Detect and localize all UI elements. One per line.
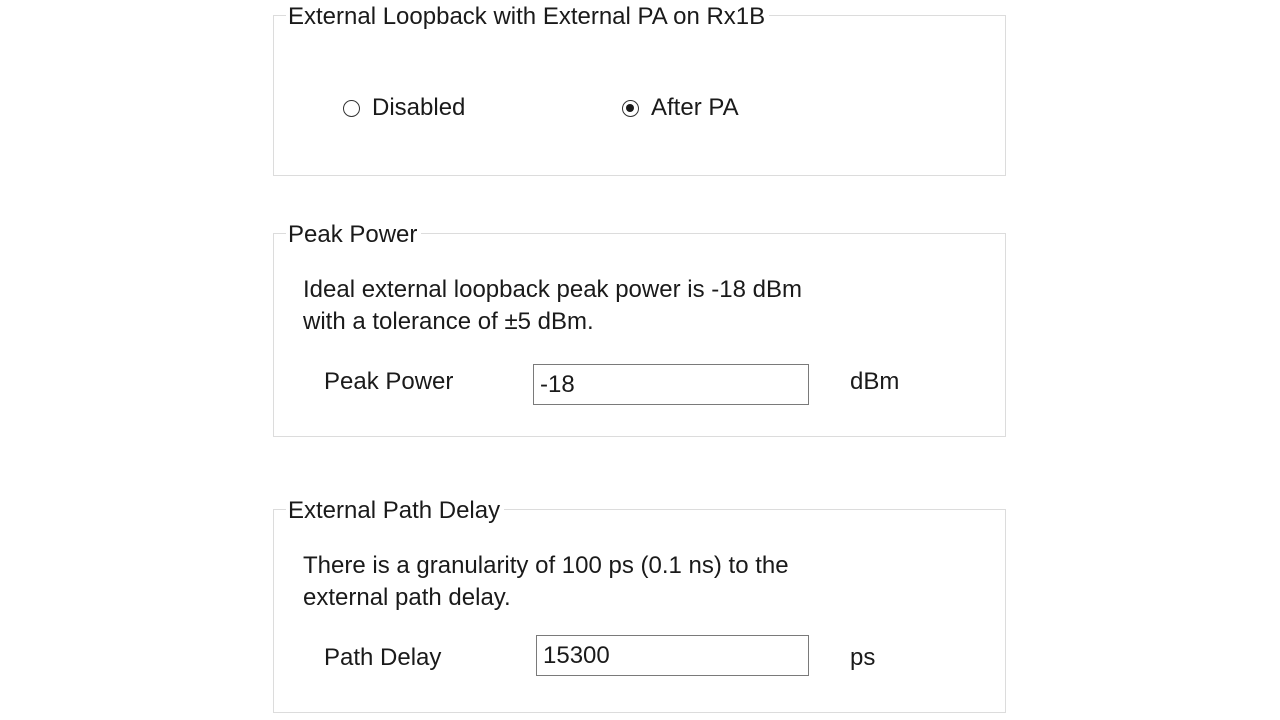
- peak-power-group-title: Peak Power: [286, 222, 421, 248]
- path-delay-unit: ps: [850, 644, 876, 671]
- peak-power-desc-line2: with a tolerance of ±5 dBm.: [303, 308, 594, 335]
- path-delay-input[interactable]: [536, 635, 809, 676]
- path-delay-desc-line1: There is a granularity of 100 ps (0.1 ns) to the: [303, 552, 789, 579]
- path-delay-description: [303, 550, 789, 614]
- peak-power-desc-line1: Ideal external loopback peak power is -18 dBm: [303, 276, 802, 303]
- peak-power-unit: dBm: [850, 368, 900, 395]
- radio-after-pa-circle[interactable]: [622, 100, 639, 117]
- path-delay-groupbox: [273, 497, 1006, 713]
- loopback-group-title: External Loopback with External PA on Rx1B: [286, 4, 769, 30]
- peak-power-groupbox: [273, 221, 1006, 437]
- peak-power-description: [303, 274, 802, 338]
- loopback-groupbox: [273, 3, 1006, 176]
- path-delay-desc-line2: external path delay.: [303, 584, 511, 611]
- radio-disabled[interactable]: [343, 94, 465, 122]
- peak-power-label: Peak Power: [324, 368, 454, 395]
- path-delay-group-title: External Path Delay: [286, 498, 504, 524]
- radio-after-pa[interactable]: [622, 94, 739, 122]
- radio-disabled-label[interactable]: Disabled: [372, 94, 466, 121]
- radio-disabled-circle[interactable]: [343, 100, 360, 117]
- path-delay-label: Path Delay: [324, 644, 442, 671]
- radio-after-pa-label[interactable]: After PA: [651, 94, 739, 121]
- peak-power-input[interactable]: [533, 364, 809, 405]
